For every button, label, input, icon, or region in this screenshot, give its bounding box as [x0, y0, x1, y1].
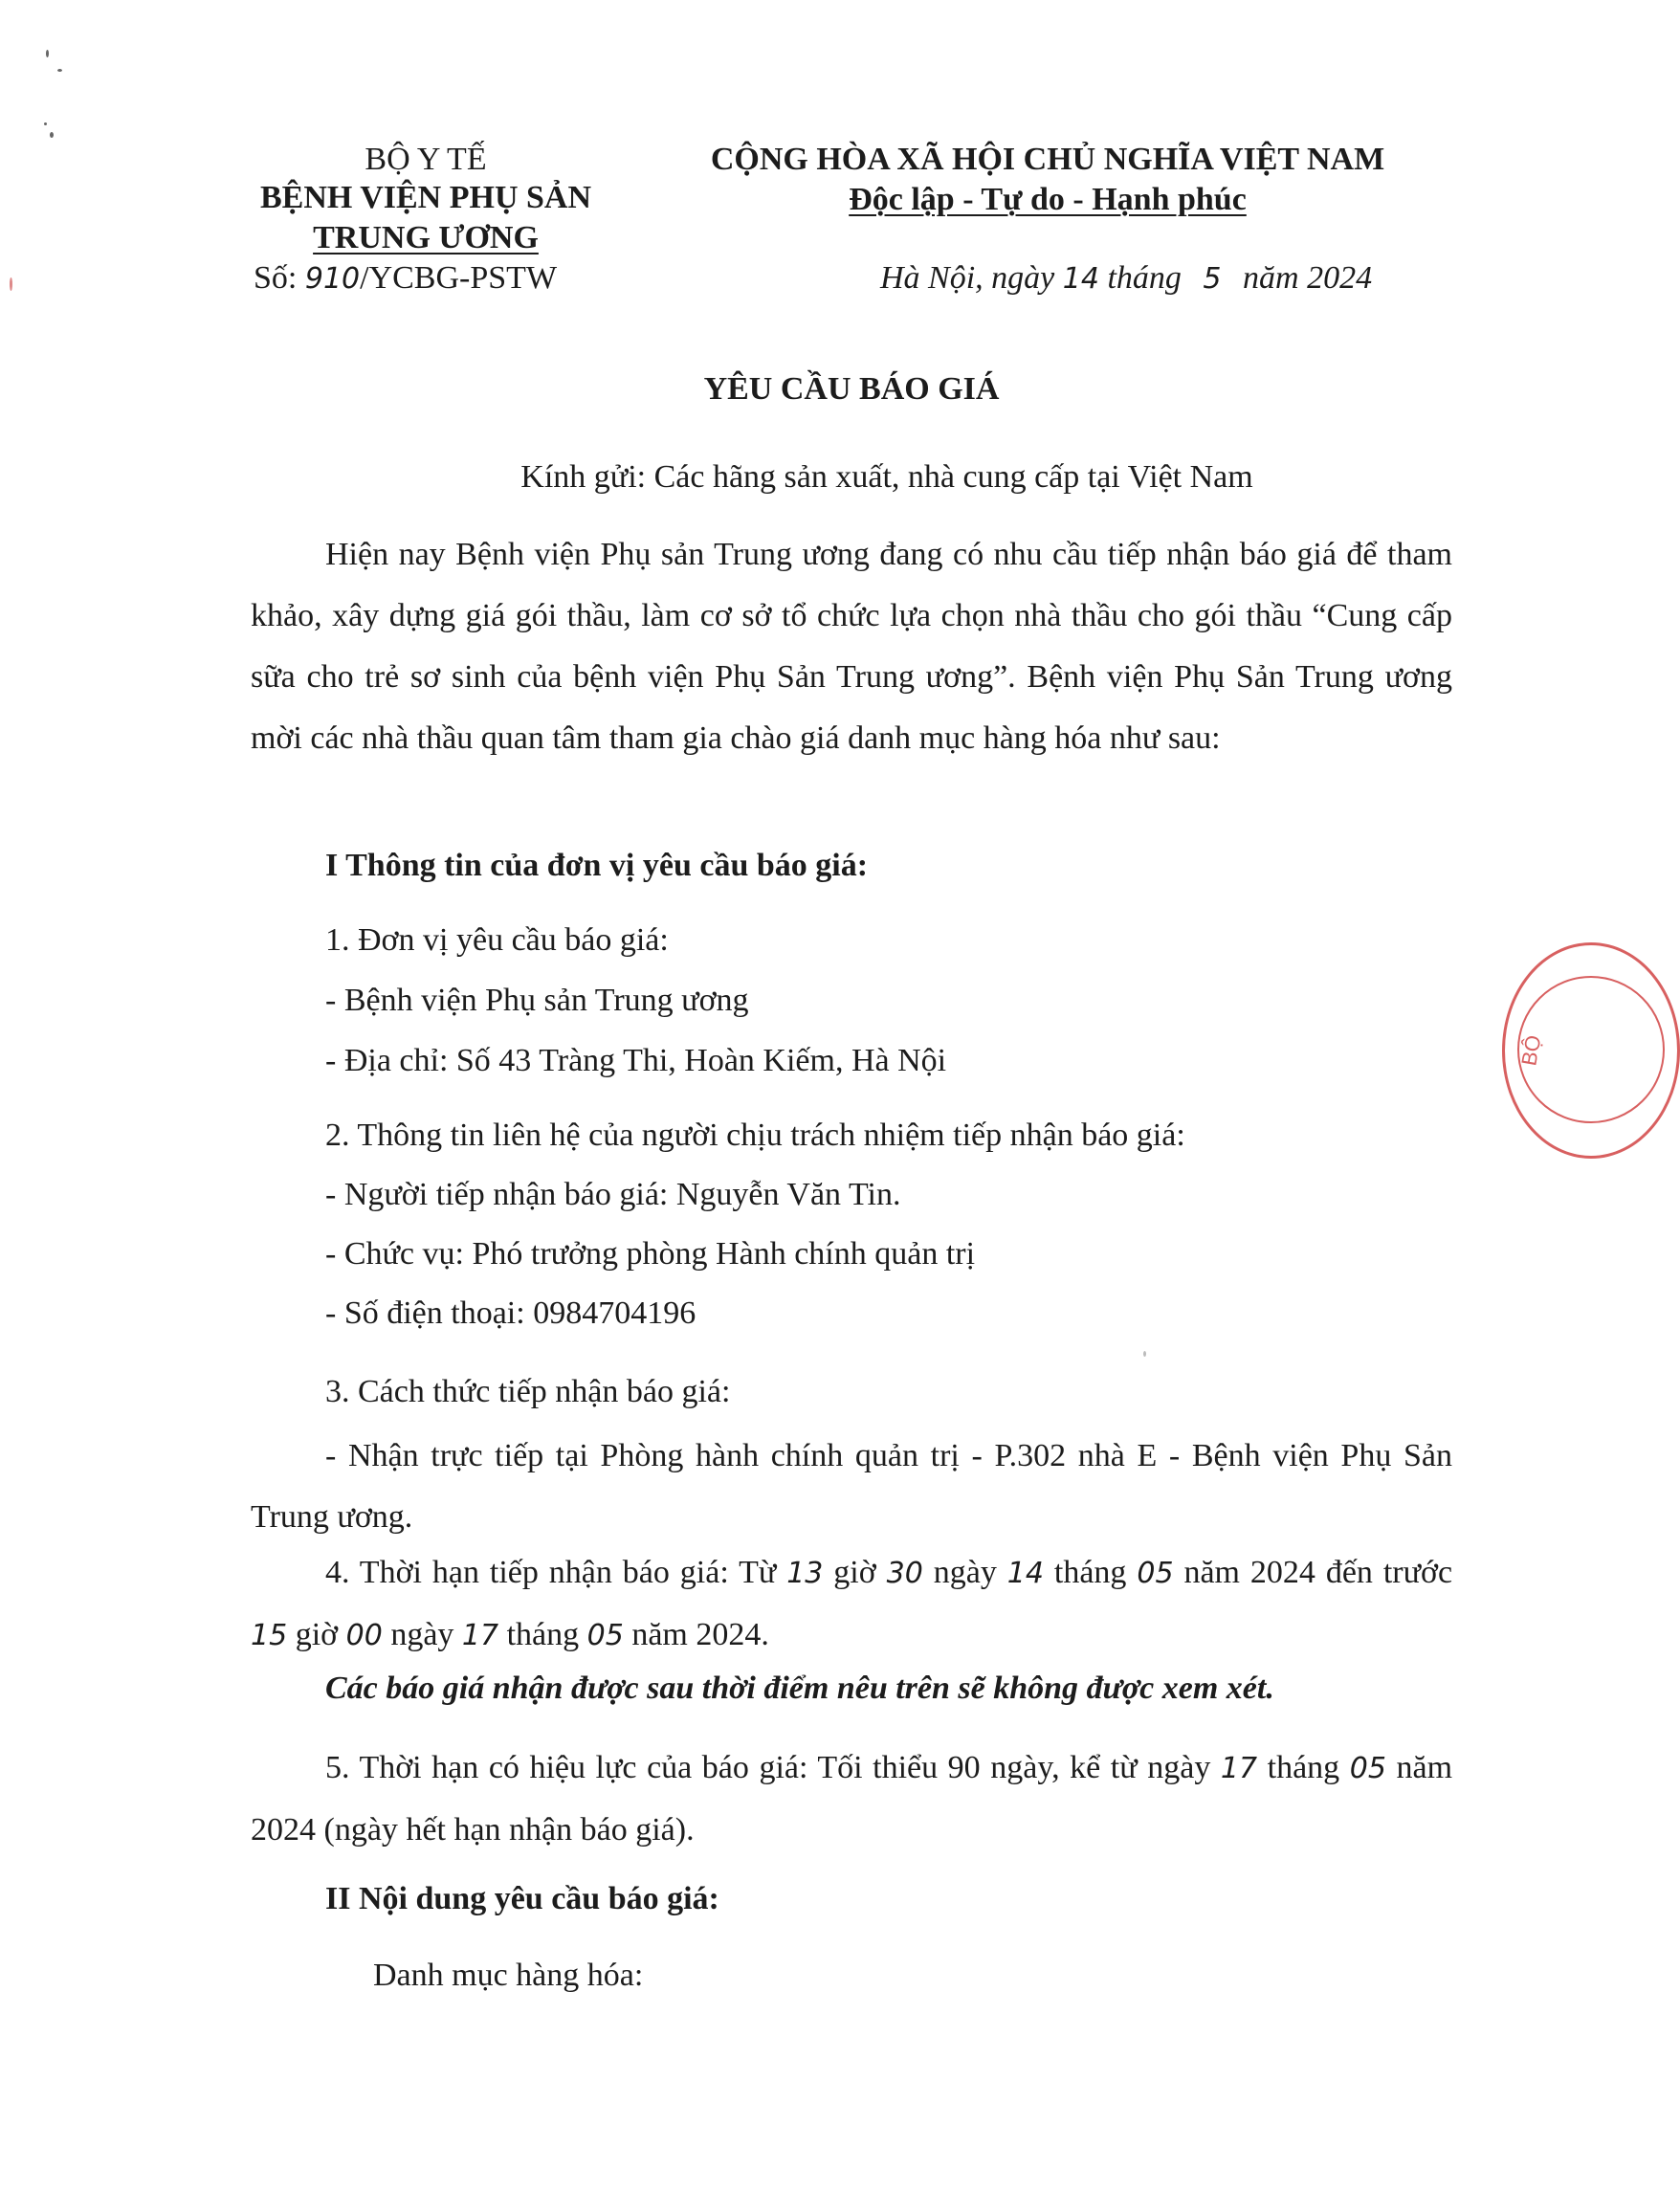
item-3-text: - Nhận trực tiếp tại Phòng hành chính quản trị - P.302 nhà E - Bệnh viện Phụ Sản Trung ương.: [251, 1438, 1452, 1535]
date-month-label: tháng: [1107, 260, 1182, 296]
scan-speck: [50, 132, 54, 138]
item-5-part: tháng: [1267, 1750, 1340, 1785]
official-stamp-text: BỘ: [1516, 1033, 1546, 1068]
scan-speck: [57, 69, 62, 72]
scan-speck: [10, 277, 12, 291]
month-to: 05: [586, 1619, 624, 1652]
date-month: 5: [1203, 262, 1222, 296]
item-1-address: - Địa chỉ: Số 43 Tràng Thi, Hoàn Kiếm, Hà Nội: [325, 1043, 947, 1078]
hour-from: 13: [786, 1557, 824, 1590]
scan-speck: [46, 50, 49, 57]
hour-to: 15: [251, 1619, 288, 1652]
national-motto: Độc lập - Tự do - Hạnh phúc: [849, 182, 1247, 217]
item-3-label: 3. Cách thức tiếp nhận báo giá:: [325, 1374, 731, 1409]
item-2-position: - Chức vụ: Phó trưởng phòng Hành chính quản trị: [325, 1236, 976, 1272]
item-2-person: - Người tiếp nhận báo giá: Nguyễn Văn Tin.: [325, 1177, 901, 1212]
intro-paragraph: Hiện nay Bệnh viện Phụ sản Trung ương đang có nhu cầu tiếp nhận báo giá để tham khảo, xây dựng giá gói thầu, làm cơ sở tổ chức lựa chọn nhà thầu cho gói thầu “Cung cấp sữa cho trẻ sơ sinh của bệnh viện Phụ Sản Trung ương”. Bệnh viện Phụ Sản Trung ương mời các nhà thầu quan tâm tham gia chào giá danh mục hàng hóa như sau:: [251, 537, 1452, 756]
item-5-part: 5. Thời hạn có hiệu lực của báo giá: Tối thiểu 90 ngày, kể từ ngày: [325, 1750, 1211, 1785]
minute-to: 00: [345, 1619, 383, 1652]
item-4-part: năm 2024 đến trước: [1183, 1555, 1453, 1590]
document-date: [880, 260, 1372, 297]
day-to: 17: [461, 1619, 499, 1652]
item-5-text: [251, 1737, 1452, 1861]
hospital-name-line1: BỆNH VIỆN PHỤ SẢN: [259, 180, 592, 215]
scan-speck: [44, 122, 47, 125]
item-5-part: năm 2024 (ngày hết hạn nhận báo giá).: [251, 1750, 1453, 1848]
item-4-part: 4. Thời hạn tiếp nhận báo giá: Từ: [325, 1555, 777, 1590]
day-from: 14: [1006, 1557, 1044, 1590]
item-4-part: năm 2024.: [631, 1617, 769, 1652]
item-4-part: giờ: [833, 1555, 876, 1590]
number-suffix: /YCBG-PSTW: [360, 260, 558, 296]
late-submission-warning: Các báo giá nhận được sau thời điểm nêu trên sẽ không được xem xét.: [325, 1671, 1274, 1706]
goods-list-label: Danh mục hàng hóa:: [373, 1958, 644, 1993]
item-2-label: 2. Thông tin liên hệ của người chịu trách nhiệm tiếp nhận báo giá:: [325, 1118, 1185, 1153]
section-2-heading: II Nội dung yêu cầu báo giá:: [325, 1881, 719, 1916]
validity-month: 05: [1349, 1752, 1386, 1785]
validity-day: 17: [1220, 1752, 1258, 1785]
hospital-name-line2: TRUNG ƯƠNG: [313, 220, 539, 255]
item-2-phone: - Số điện thoại: 0984704196: [325, 1295, 696, 1331]
date-place: Hà Nội, ngày: [880, 260, 1055, 296]
minute-from: 30: [886, 1557, 923, 1590]
ministry-name: BỘ Y TẾ: [365, 142, 487, 177]
month-from: 05: [1137, 1557, 1174, 1590]
section-1-heading: I Thông tin của đơn vị yêu cầu báo giá:: [325, 848, 869, 883]
item-4-part: ngày: [933, 1555, 997, 1590]
item-1-name: - Bệnh viện Phụ sản Trung ương: [325, 983, 749, 1018]
item-1-label: 1. Đơn vị yêu cầu báo giá:: [325, 922, 669, 958]
item-4-part: tháng: [1053, 1555, 1127, 1590]
item-4-part: giờ: [295, 1617, 339, 1652]
date-day: 14: [1062, 262, 1099, 296]
item-4-part: ngày: [390, 1617, 454, 1652]
country-name: CỘNG HÒA XÃ HỘI CHỦ NGHĨA VIỆT NAM: [710, 142, 1385, 177]
item-4-text: [251, 1542, 1452, 1667]
document-number: [254, 260, 557, 297]
number-prefix: Số:: [254, 260, 298, 296]
document-title: YÊU CẦU BÁO GIÁ: [703, 371, 1000, 407]
scan-speck: [1143, 1351, 1146, 1357]
number-handwritten: 910: [304, 262, 361, 296]
item-4-part: tháng: [506, 1617, 580, 1652]
recipient-line: Kính gửi: Các hãng sản xuất, nhà cung cấp tại Việt Nam: [520, 459, 1253, 495]
date-year: năm 2024: [1243, 260, 1373, 296]
